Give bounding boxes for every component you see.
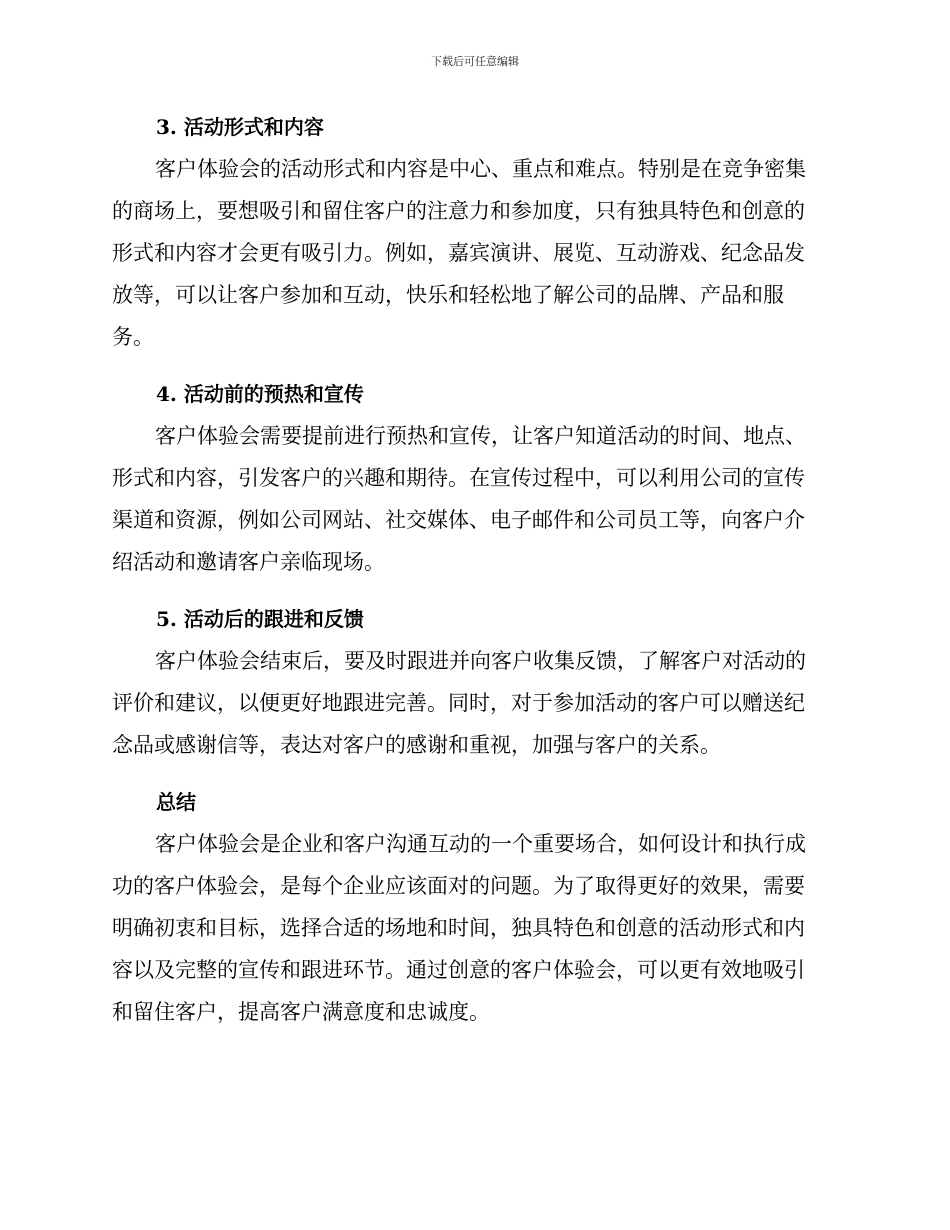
paragraph-line: 容以及完整的宣传和跟进环节。通过创意的客户体验会，可以更有效地吸引 <box>112 958 805 982</box>
paragraph-line: 形式和内容，引发客户的兴趣和期待。在宣传过程中，可以利用公司的宣传 <box>112 466 805 490</box>
paragraph-line: 客户体验会的活动形式和内容是中心、重点和难点。特别是在竞争密集 <box>155 157 806 181</box>
section-paragraph <box>112 640 832 766</box>
section-heading: 5. 活动后的跟进和反馈 <box>156 607 364 631</box>
section-paragraph <box>112 823 832 1033</box>
paragraph-line: 形式和内容才会更有吸引力。例如，嘉宾演讲、展览、互动游戏、纪念品发 <box>112 241 805 265</box>
paragraph-line: 客户体验会结束后，要及时跟进并向客户收集反馈，了解客户对活动的 <box>155 649 806 673</box>
paragraph-line: 念品或感谢信等，表达对客户的感谢和重视，加强与客户的关系。 <box>112 733 721 757</box>
paragraph-line: 务。 <box>112 325 154 349</box>
paragraph-line: 客户体验会是企业和客户沟通互动的一个重要场合，如何设计和执行成 <box>155 832 806 856</box>
paragraph-line: 渠道和资源，例如公司网站、社交媒体、电子邮件和公司员工等，向客户介 <box>112 508 805 532</box>
section-paragraph <box>112 148 832 358</box>
section-heading: 4. 活动前的预热和宣传 <box>156 382 364 406</box>
paragraph-line: 绍活动和邀请客户亲临现场。 <box>112 550 385 574</box>
paragraph-line: 明确初衷和目标，选择合适的场地和时间，独具特色和创意的活动形式和内 <box>112 916 805 940</box>
page-header: 下载后可任意编辑 <box>431 55 519 68</box>
paragraph-line: 评价和建议，以便更好地跟进完善。同时，对于参加活动的客户可以赠送纪 <box>112 691 805 715</box>
paragraph-line: 的商场上，要想吸引和留住客户的注意力和参加度，只有独具特色和创意的 <box>112 199 805 223</box>
section-paragraph <box>112 415 832 583</box>
section-heading: 3. 活动形式和内容 <box>156 115 324 139</box>
paragraph-line: 放等，可以让客户参加和互动，快乐和轻松地了解公司的品牌、产品和服 <box>112 283 784 307</box>
paragraph-line: 功的客户体验会，是每个企业应该面对的问题。为了取得更好的效果，需要 <box>112 874 805 898</box>
paragraph-line: 和留住客户，提高客户满意度和忠诚度。 <box>112 1000 490 1024</box>
document-body <box>112 106 832 1048</box>
paragraph-line: 客户体验会需要提前进行预热和宣传，让客户知道活动的时间、地点、 <box>155 424 806 448</box>
section-heading: 总结 <box>156 790 196 814</box>
